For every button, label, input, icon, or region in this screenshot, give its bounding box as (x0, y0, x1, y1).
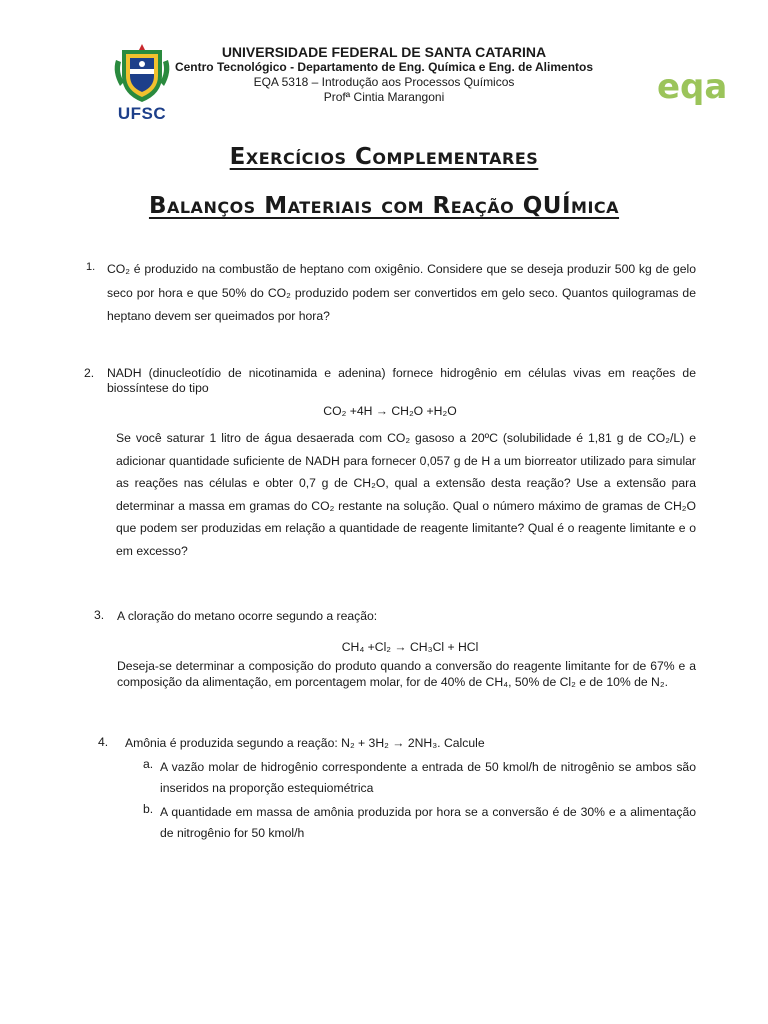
eqa-logo (655, 64, 729, 108)
reaction-equation: CO₂ +4H → CH₂O +H₂O (323, 404, 457, 418)
svg-text:eqa: eqa (657, 67, 728, 107)
question-4 (98, 735, 696, 844)
sub-question-a (98, 757, 696, 799)
question-number: 1. (86, 261, 96, 273)
reaction-equation: CH₄ +Cl₂ → CH₃Cl + HCl (341, 640, 479, 654)
question-intro: NADH (dinucleotídio de nicotinamida e adenina) fornece hidrogênio em células vivas em reações de biossíntese do tipo (107, 366, 696, 395)
sub-question-text: A vazão molar de hidrogênio correspondente a entrada de 50 kmol/h de nitrogênio se ambos são inseridos na proporção estequiométrica (160, 760, 696, 795)
question-3 (94, 608, 696, 690)
department-name: Centro Tecnológico - Departamento de Eng. Química e Eng. de Alimentos (174, 60, 594, 74)
document-header (0, 0, 768, 130)
title-line-2: Balanços Materiais com Reação QUÍmica (148, 193, 620, 219)
question-body: Se você saturar 1 litro de água desaerada com CO₂ gasoso a 20ºC (solubilidade é 1,81 g de CO₂/L) e adicionar quantidade suficiente de NADH para fornecer 0,057 g de H a um biorreator utilizado para simular as reações nas células e obter 0,7 g de CH₂O, qual a extensão desta reação? Use a extensão para determinar a massa em gramas do CO₂ restante na solução. Qual o número máximo de gramas de CH₂O que podem ser produzidas em relação a quantidade de reagente limitante? Qual é o reagente limitante e o em excesso? (116, 431, 696, 558)
ufsc-logo-text: UFSC (117, 104, 167, 123)
question-lead: A cloração do metano ocorre segundo a reação: (117, 609, 378, 623)
sub-question-letter: a. (143, 757, 154, 771)
title-line-1: Exercícios Complementares (229, 144, 539, 170)
sub-question-text: A quantidade em massa de amônia produzida por hora se a conversão é de 30% e a alimentação de nitrogênio for 50 kmol/h (160, 805, 696, 840)
question-text: CO₂ é produzido na combustão de heptano com oxigênio. Considere que se deseja produzir 500 kg de gelo seco por hora e que 50% do CO₂ produzido podem ser convertidos em gelo seco. Quantos quilogramas de heptano devem ser queimados por hora? (107, 262, 696, 323)
question-number: 4. (98, 735, 109, 749)
question-1 (86, 258, 696, 329)
professor-name: Profª Cintia Marangoni (323, 90, 445, 104)
question-number: 3. (94, 608, 105, 622)
institution-info (150, 44, 618, 105)
question-number: 2. (84, 366, 95, 380)
question-2 (84, 366, 696, 563)
question-body: Deseja-se determinar a composição do produto quando a conversão do reagente limitante for de 67% e a composição da alimentação, em porcentagem molar, for de 40% de CH₄, 50% de Cl₂ e de 10% de N₂. (117, 659, 696, 689)
question-lead: Amônia é produzida segundo a reação: N₂ + 3H₂ → 2NH₃. Calcule (125, 736, 485, 750)
course-name: EQA 5318 – Introdução aos Processos Químicos (253, 75, 515, 89)
sub-question-b (98, 802, 696, 844)
university-name: UNIVERSIDADE FEDERAL DE SANTA CATARINA (221, 44, 547, 60)
sub-question-letter: b. (143, 802, 154, 816)
eqa-logo-icon (655, 64, 729, 108)
